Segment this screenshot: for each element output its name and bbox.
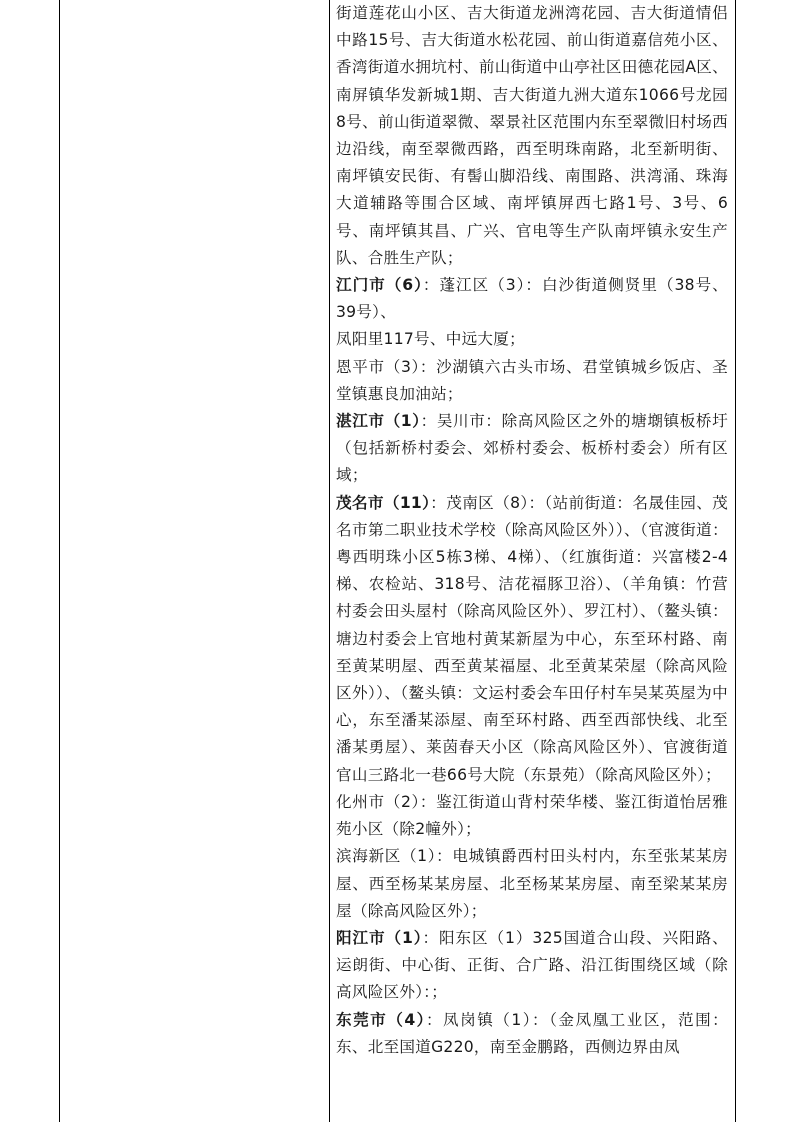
city-heading: 阳江市（1） — [336, 928, 423, 947]
area-entry — [336, 925, 728, 1007]
column-divider — [329, 0, 330, 1122]
area-entry — [336, 789, 728, 843]
entry-text: ：阳东区（1）325国道合山段、兴阳路、运朗街、中心街、正街、合广路、沿江街围绕区域（除高风险区外）：； — [336, 928, 728, 1002]
city-heading: 茂名市（11） — [336, 493, 431, 512]
area-entry — [336, 326, 728, 353]
entry-text: 滨海新区（1）：电城镇爵西村田头村内，东至张某某房屋、西至杨某某房屋、北至杨某某房屋、南至梁某某房屋（除高风险区外）； — [336, 847, 728, 920]
area-list-cell — [336, 0, 728, 1122]
entry-text: 化州市（2）：鉴江街道山背村荣华楼、鉴江街道怡居雅苑小区（除2幢外）； — [336, 792, 728, 839]
city-heading: 湛江市（1） — [336, 412, 421, 431]
area-entry — [336, 354, 728, 408]
area-entry — [336, 1007, 728, 1061]
entry-text: ：蓬江区（3）：白沙街道侧贤里（38号、39号）、 — [336, 276, 728, 322]
city-heading: 东莞市（4） — [336, 1010, 426, 1029]
entry-text: 街道莲花山小区、吉大街道龙洲湾花园、吉大街道情侣中路15号、吉大街道水松花园、前山街道嘉信苑小区、香湾街道水拥坑村、前山街道中山亭社区田德花园A区、南屏镇华发新城1期、吉大街道九洲大道东1066号龙园8号、前山街道翠微、翠景社区范围内东至翠微旧村场西边沿线，南至翠微西路，西至明珠南路，北至新明街、南坪镇安民街、有髻山脚沿线、南围路、洪湾涌、珠海大道辅路等围合区域、南坪镇屏西七路1号、3号、6号、南坪镇其昌、广兴、官电等生产队南坪镇永安生产队、合胜生产队； — [336, 4, 728, 267]
area-entry — [336, 272, 728, 326]
entry-text: ：凤岗镇（1）：（金凤凰工业区，范围：东、北至国道G220，南至金鹏路，西侧边界由凤 — [336, 1010, 728, 1056]
area-list — [336, 0, 728, 1061]
entry-text: 恩平市（3）：沙湖镇六古头市场、君堂镇城乡饭店、圣堂镇惠良加油站； — [336, 357, 728, 403]
city-heading: 江门市（6） — [336, 276, 423, 295]
area-entry — [336, 408, 728, 490]
area-entry — [336, 0, 728, 272]
table-frame — [59, 0, 736, 1122]
left-column-cell — [60, 0, 329, 1122]
entry-text: ：吴川市：除高风险区之外的塘㙟镇板桥圩（包括新桥村委会、郊桥村委会、板桥村委会）所有区域； — [336, 412, 728, 485]
entry-text: 凤阳里117号、中远大厦； — [336, 330, 525, 349]
area-entry — [336, 843, 728, 925]
entry-text: ：茂南区（8）：（站前街道：名晟佳园、茂名市第二职业技术学校（除高风险区外））、（官渡街道：粤西明珠小区5栋3梯、4梯）、（红旗街道：兴富楼2-4梯、农检站、318号、洁花福豚卫浴）、（羊角镇：竹营村委会田头屋村（除高风险区外）、罗江村）、（鳌头镇：塘边村委会上官地村黄某新屋为中心，东至环村路、南至黄某明屋、西至黄某福屋、北至黄某荣屋（除高风险区外））、（鳌头镇：文运村委会车田仔村车吴某英屋为中心，东至潘某添屋、南至环村路、西至西部快线、北至潘某勇屋）、莱茵春天小区（除高风险区外）、官渡街道官山三路北一巷66号大院（东景苑）（除高风险区外）； — [336, 493, 728, 784]
area-entry — [336, 490, 728, 789]
